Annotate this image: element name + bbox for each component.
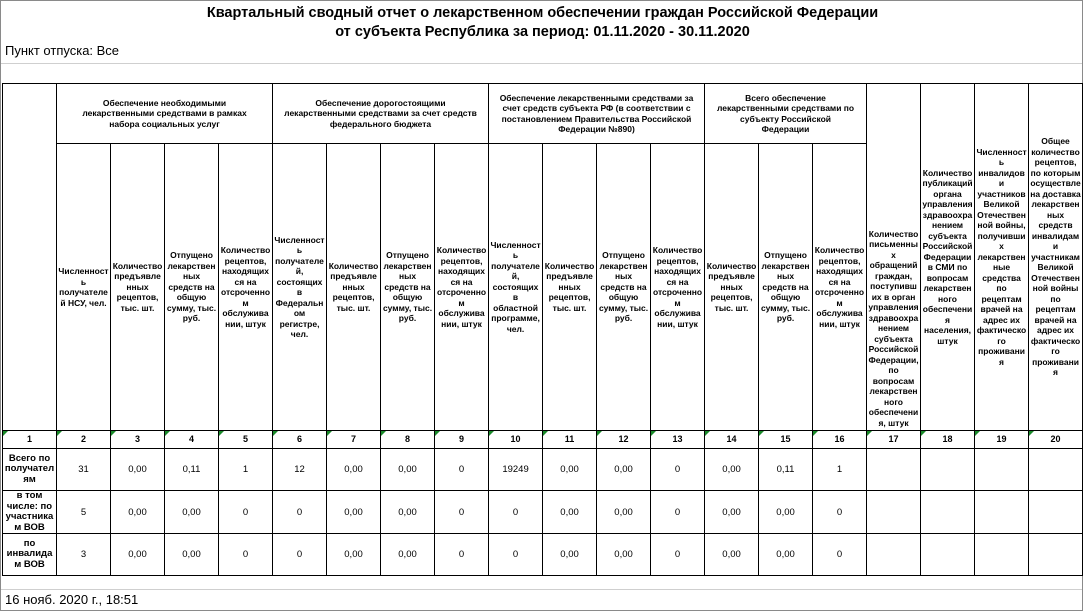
table-cell: 0 xyxy=(489,534,543,576)
table-cell: 0 xyxy=(813,491,867,534)
table-cell: 0 xyxy=(435,491,489,534)
table-cell xyxy=(867,449,921,491)
column-number: 14 xyxy=(705,431,759,449)
table-cell xyxy=(867,534,921,576)
table-cell: 0,11 xyxy=(759,449,813,491)
table-cell: 0,00 xyxy=(381,449,435,491)
row-label: в том числе: по участникам ВОВ xyxy=(3,491,57,534)
row-label: по инвалидам ВОВ xyxy=(3,534,57,576)
table-cell: 0 xyxy=(489,491,543,534)
table-cell: 0,00 xyxy=(165,534,219,576)
column-header: Численность получателей НСУ, чел. xyxy=(57,144,111,431)
table-cell: 0 xyxy=(813,534,867,576)
column-number: 8 xyxy=(381,431,435,449)
table-cell: 0 xyxy=(273,534,327,576)
column-number: 4 xyxy=(165,431,219,449)
column-header: Количество публикаций органа управления здравоохранением субъекта Российской Федерации в СМИ по вопросам лекарственного обеспечения населения, штук xyxy=(921,84,975,431)
table-cell: 0,00 xyxy=(165,491,219,534)
column-header: Численность получателей, состоящих в Федеральном регистре, чел. xyxy=(273,144,327,431)
column-number: 11 xyxy=(543,431,597,449)
table-cell: 0,00 xyxy=(111,534,165,576)
column-number: 13 xyxy=(651,431,705,449)
column-header: Численность инвалидов и участников Великой Отечественной войны, получивших лекарственные средства по рецептам врачей на адрес их фактического проживания xyxy=(975,84,1029,431)
column-header: Количество рецептов, находящихся на отсроченном обслуживании, штук xyxy=(813,144,867,431)
column-number: 7 xyxy=(327,431,381,449)
row-label-header xyxy=(3,84,57,431)
table-cell: 0,00 xyxy=(705,534,759,576)
column-number: 16 xyxy=(813,431,867,449)
table-row xyxy=(3,449,1083,491)
column-number: 18 xyxy=(921,431,975,449)
table-cell: 0 xyxy=(219,491,273,534)
column-header: Отпущено лекарственных средств на общую сумму, тыс. руб. xyxy=(597,144,651,431)
column-header: Количество предъявленных рецептов, тыс. шт. xyxy=(543,144,597,431)
table-row xyxy=(3,534,1083,576)
column-header: Общее количество рецептов, по которым осуществлена доставка лекарственных средств инвалидам и участникам Великой Отечественной войны по рецептам врачей на адрес их фактического проживания xyxy=(1029,84,1083,431)
column-header: Количество предъявленных рецептов, тыс. шт. xyxy=(327,144,381,431)
column-number: 20 xyxy=(1029,431,1083,449)
table-cell: 0,00 xyxy=(543,449,597,491)
filter-label: Пункт отпуска: Все xyxy=(5,43,120,58)
table-cell: 0,00 xyxy=(327,449,381,491)
column-number: 6 xyxy=(273,431,327,449)
column-header: Количество рецептов, находящихся на отсроченном обслуживании, штук xyxy=(435,144,489,431)
table-cell: 0,00 xyxy=(111,449,165,491)
table-cell xyxy=(975,449,1029,491)
column-number: 9 xyxy=(435,431,489,449)
table-cell: 19249 xyxy=(489,449,543,491)
table-cell: 0,00 xyxy=(543,491,597,534)
table-cell: 0,00 xyxy=(381,534,435,576)
table-row xyxy=(3,491,1083,534)
column-header: Численность получателей, состоящих в областной программе, чел. xyxy=(489,144,543,431)
column-number: 5 xyxy=(219,431,273,449)
table-cell xyxy=(975,534,1029,576)
column-number: 2 xyxy=(57,431,111,449)
report-title: Квартальный сводный отчет о лекарственном обеспечении граждан Российской Федерации xyxy=(206,5,879,21)
table-cell: 5 xyxy=(57,491,111,534)
table-cell: 0,00 xyxy=(597,449,651,491)
table-cell xyxy=(921,534,975,576)
group-header: Обеспечение дорогостоящими лекарственными средствами за счет средств федерального бюджета xyxy=(273,84,489,144)
column-number: 12 xyxy=(597,431,651,449)
table-cell: 0 xyxy=(435,534,489,576)
table-cell: 0 xyxy=(651,449,705,491)
table-cell: 1 xyxy=(813,449,867,491)
table-cell: 0,11 xyxy=(165,449,219,491)
column-number: 10 xyxy=(489,431,543,449)
table-cell: 0,00 xyxy=(543,534,597,576)
column-number: 1 xyxy=(3,431,57,449)
divider xyxy=(1,589,1082,590)
column-header: Количество рецептов, находящихся на отсроченном обслуживании, штук xyxy=(651,144,705,431)
table-cell: 0,00 xyxy=(327,491,381,534)
table-cell: 0,00 xyxy=(759,491,813,534)
column-number: 19 xyxy=(975,431,1029,449)
group-header-row xyxy=(3,84,1083,144)
group-header: Обеспечение лекарственными средствами за счет средств субъекта РФ (в соответствии с постановлением Правительства Российской Федерации №890) xyxy=(489,84,705,144)
table-cell: 0,00 xyxy=(111,491,165,534)
table-cell: 0,00 xyxy=(327,534,381,576)
column-header: Отпущено лекарственных средств на общую сумму, тыс. руб. xyxy=(165,144,219,431)
report-subtitle: от субъекта Республика за период: 01.11.2020 - 30.11.2020 xyxy=(335,24,750,40)
table-cell: 0,00 xyxy=(381,491,435,534)
column-header: Количество письменных обращений граждан, поступивших в орган управления здравоохранением субъекта Российской Федерации, по вопросам лекарственного обеспечения, штук xyxy=(867,84,921,431)
table-cell xyxy=(1029,491,1083,534)
column-header: Количество рецептов, находящихся на отсроченном обслуживании, штук xyxy=(219,144,273,431)
table-cell xyxy=(975,491,1029,534)
table-cell: 0 xyxy=(651,534,705,576)
group-header: Обеспечение необходимыми лекарственными средствами в рамках набора социальных услуг xyxy=(57,84,273,144)
table-cell: 0,00 xyxy=(705,449,759,491)
table-cell xyxy=(867,491,921,534)
table-cell: 0 xyxy=(219,534,273,576)
table-cell: 12 xyxy=(273,449,327,491)
column-number: 3 xyxy=(111,431,165,449)
column-header: Количество предъявленных рецептов, тыс. шт. xyxy=(705,144,759,431)
table-cell: 0,00 xyxy=(759,534,813,576)
table-cell xyxy=(921,449,975,491)
table-cell: 3 xyxy=(57,534,111,576)
table-cell: 0,00 xyxy=(597,491,651,534)
table-cell xyxy=(921,491,975,534)
column-number: 17 xyxy=(867,431,921,449)
table-cell: 0,00 xyxy=(705,491,759,534)
column-number: 15 xyxy=(759,431,813,449)
column-header: Отпущено лекарственных средств на общую сумму, тыс. руб. xyxy=(759,144,813,431)
table-cell: 0 xyxy=(435,449,489,491)
divider xyxy=(1,63,1082,64)
column-header: Количество предъявленных рецептов, тыс. шт. xyxy=(111,144,165,431)
report-timestamp: 16 нояб. 2020 г., 18:51 xyxy=(5,592,139,607)
table-cell: 0 xyxy=(651,491,705,534)
column-header: Отпущено лекарственных средств на общую сумму, тыс. руб. xyxy=(381,144,435,431)
row-label: Всего по получателям xyxy=(3,449,57,491)
table-cell xyxy=(1029,449,1083,491)
group-header: Всего обеспечение лекарственными средствами по субъекту Российской Федерации xyxy=(705,84,867,144)
table-cell: 31 xyxy=(57,449,111,491)
table-cell: 0 xyxy=(273,491,327,534)
table-cell xyxy=(1029,534,1083,576)
column-number-row xyxy=(3,431,1083,449)
table-cell: 1 xyxy=(219,449,273,491)
table-cell: 0,00 xyxy=(597,534,651,576)
report-table xyxy=(2,83,1083,576)
